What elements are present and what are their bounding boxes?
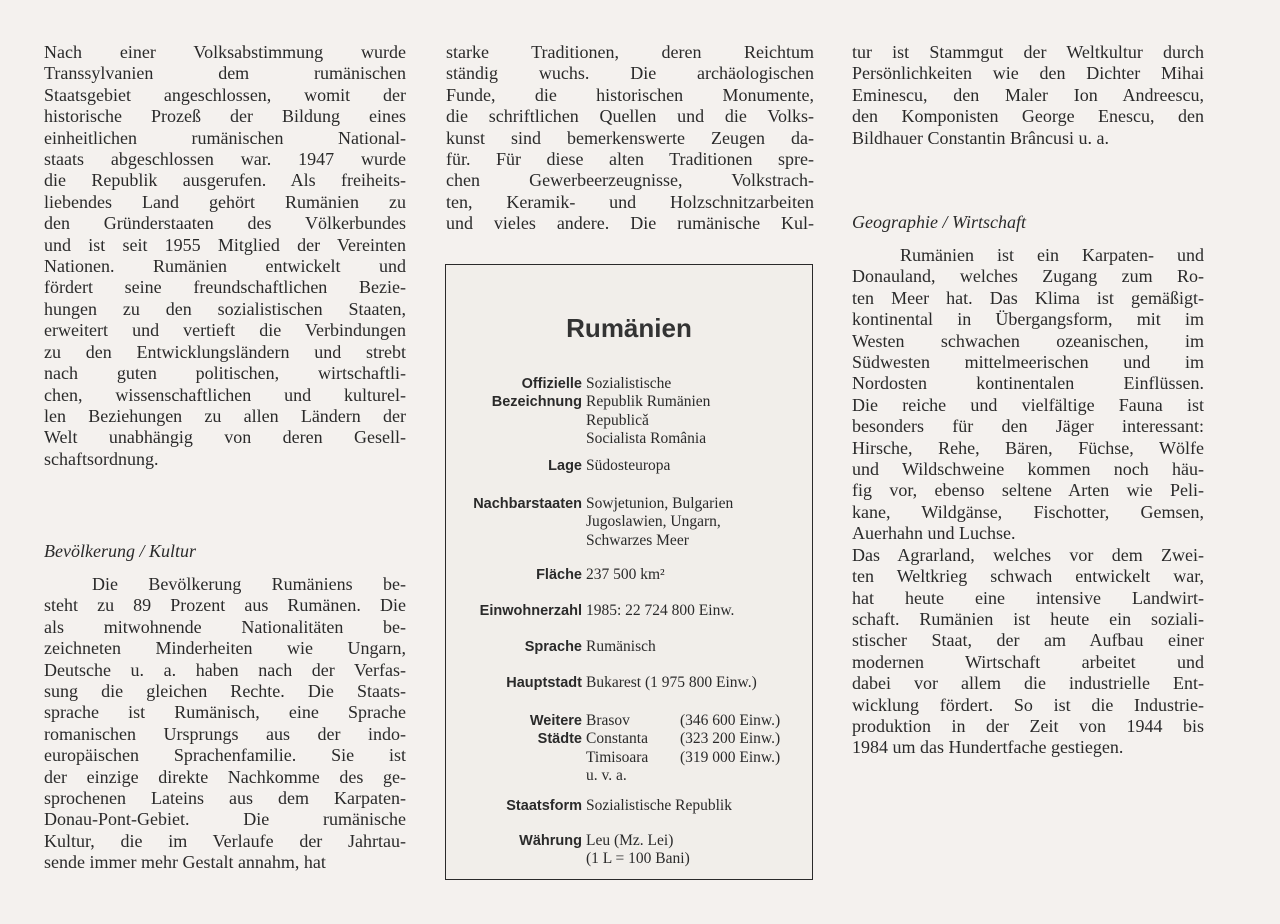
text-line: Welt unabhängig von deren Gesell-: [44, 427, 406, 448]
text-line: ten Weltkrieg schwach entwickelt war,: [852, 566, 1204, 587]
text-line: Donauland, welches Zugang zum Ro-: [852, 266, 1204, 287]
text-line: ten Meer hat. Das Klima ist gemäßigt-: [852, 287, 1204, 308]
fact-value: 237 500 km²: [586, 566, 665, 583]
text-line: 1984 um das Hundertfache gestiegen.: [852, 737, 1124, 758]
city-line: Constanta (323 200 Einw.): [586, 730, 781, 748]
text-line: die schriftlichen Quellen und die Volks-: [446, 106, 814, 127]
text-line: Eminescu, den Maler Ion Andreescu,: [852, 84, 1204, 105]
text-line: Persönlichkeiten wie den Dichter Mihai: [852, 63, 1204, 84]
fact-value: Rumänisch: [586, 638, 656, 655]
text-line: tur ist Stammgut der Weltkultur durch: [852, 42, 1204, 62]
text-line: wicklung fördert. So ist die Industrie-: [852, 694, 1204, 715]
fact-label: Staatsform: [506, 798, 582, 814]
paragraph-economy: [852, 545, 1204, 759]
fact-box-romania: [445, 264, 813, 880]
text-line: fördert seine freundschaftlichen Bezie-: [44, 277, 406, 298]
text-line: europäischen Sprachenfamilie. Sie ist: [44, 745, 406, 766]
fact-label: Lage: [548, 458, 582, 474]
city-line: Timisoara (319 000 Einw.): [586, 748, 781, 766]
text-line: sung die gleichen Rechte. Die Staats-: [44, 681, 406, 702]
text-line: kunst sind bemerkenswerte Zeugen da-: [446, 127, 814, 148]
text-line: der einzige direkte Nachkomme des ge-: [44, 766, 406, 787]
text-line: Kultur, die im Verlaufe der Jahrtau-: [44, 830, 406, 851]
fact-value: Sozialistische Republik Rumänien Republicǎ Socialista România: [586, 375, 711, 448]
column-3-lower: [852, 245, 1204, 759]
fact-value: Bukarest (1 975 800 Einw.): [586, 674, 757, 691]
text-line: dabei vor allem die industrielle Ent-: [852, 673, 1204, 694]
fact-box-title: Rumänien: [566, 313, 692, 343]
column-2: [446, 42, 814, 235]
text-line: produktion in der Zeit von 1944 bis: [852, 715, 1204, 736]
text-line: liebendes Land gehört Rumänien zu: [44, 191, 406, 212]
text-line: Nationen. Rumänien entwickelt und: [44, 256, 406, 277]
text-line: sprache ist Rumänisch, eine Sprache: [44, 702, 406, 723]
text-line: und vieles andere. Die rumänische Kul-: [446, 213, 814, 234]
text-line: modernen Wirtschaft arbeitet und: [852, 651, 1204, 672]
text-line: romanischen Ursprungs aus der indo-: [44, 723, 406, 744]
fact-label: Einwohnerzahl: [479, 603, 582, 619]
text-line: einheitlichen rumänischen National-: [44, 127, 406, 148]
text-line: und Wildschweine kommen noch häu-: [852, 459, 1204, 480]
section-heading-geography: Geographie / Wirtschaft: [852, 212, 1026, 232]
fact-label: Weitere Städte: [529, 713, 582, 748]
column-1-lower: [44, 574, 406, 874]
text-line: Nach einer Volksabstimmung wurde: [44, 42, 406, 62]
text-line: Hirsche, Rehe, Bären, Füchse, Wölfe: [852, 437, 1204, 458]
text-line: erweitert und vertieft die Verbindungen: [44, 320, 406, 341]
text-line: hat heute eine intensive Landwirt-: [852, 587, 1204, 608]
paragraph-geography: [852, 245, 1204, 545]
fact-value: Sowjetunion, Bulgarien Jugoslawien, Ungarn, Schwarzes Meer: [586, 495, 734, 549]
text-line: len Beziehungen zu allen Ländern der: [44, 405, 406, 426]
fact-label: Währung: [519, 833, 582, 849]
text-line: chen, wissenschaftlichen und kulturel-: [44, 384, 406, 405]
fact-value: Südosteuropa: [586, 457, 671, 474]
text-line: Die Bevölkerung Rumäniens be-: [92, 574, 406, 594]
fact-label: Sprache: [524, 639, 582, 655]
text-line: besonders für den Jäger interessant:: [852, 416, 1204, 437]
text-line: zeichneten Minderheiten wie Ungarn,: [44, 638, 406, 659]
paragraph-traditions: [446, 42, 814, 235]
text-line: zu den Entwicklungsländern und strebt: [44, 341, 406, 362]
text-line: für. Für diese alten Traditionen spre-: [446, 149, 814, 170]
text-line: und ist seit 1955 Mitglied der Vereinten: [44, 234, 406, 255]
fact-value: Leu (Mz. Lei) (1 L = 100 Bani): [586, 832, 690, 868]
text-line: chen Gewerbeerzeugnisse, Volkstrach-: [446, 170, 814, 191]
fact-label: Fläche: [536, 567, 582, 583]
column-1: [44, 42, 406, 470]
text-line: ten, Keramik- und Holzschnitzarbeiten: [446, 191, 814, 212]
fact-label: Nachbarstaaten: [473, 496, 582, 512]
text-line: sende immer mehr Gestalt annahm, hat: [44, 852, 326, 873]
text-line: Staatsgebiet angeschlossen, womit der: [44, 84, 406, 105]
text-line: Nordosten kontinentalen Einflüssen.: [852, 373, 1204, 394]
fact-value: 1985: 22 724 800 Einw.: [586, 602, 735, 619]
paragraph-population: [44, 574, 406, 874]
text-line: Das Agrarland, welches vor dem Zwei-: [852, 544, 1204, 565]
text-line: fig vor, ebenso seltene Arten wie Peli-: [852, 480, 1204, 501]
text-line: kontinental in Übergangsform, mit im: [852, 309, 1204, 330]
text-line: Die reiche und vielfältige Fauna ist: [852, 394, 1204, 415]
paragraph-culture: [852, 42, 1204, 149]
text-line: Deutsche u. a. haben nach der Verfas-: [44, 659, 406, 680]
fact-label: Hauptstadt: [506, 675, 582, 691]
text-line: schaft. Rumänien ist heute ein soziali-: [852, 608, 1204, 629]
text-line: schaftsordnung.: [44, 448, 159, 469]
city-line: Brasov (346 600 Einw.): [586, 712, 781, 729]
text-line: kane, Wildgänse, Fischotter, Gemsen,: [852, 501, 1204, 522]
fact-label: Offizielle Bezeichnung: [491, 376, 582, 411]
text-line: den Gründerstaaten des Völkerbundes: [44, 213, 406, 234]
text-line: Donau-Pont-Gebiet. Die rumänische: [44, 809, 406, 830]
text-line: die Republik ausgerufen. Als freiheits-: [44, 170, 406, 191]
text-line: historische Prozeß der Bildung eines: [44, 106, 406, 127]
text-line: starke Traditionen, deren Reichtum: [446, 42, 814, 62]
text-line: steht zu 89 Prozent aus Rumänen. Die: [44, 595, 406, 616]
text-line: Funde, die historischen Monumente,: [446, 84, 814, 105]
text-line: ständig wuchs. Die archäologischen: [446, 63, 814, 84]
text-line: Bildhauer Constantin Brâncusi u. a.: [852, 127, 1109, 148]
text-line: Westen schwachen ozeanischen, im: [852, 330, 1204, 351]
fact-value: Sozialistische Republik: [586, 797, 732, 814]
text-line: stischer Staat, der am Aufbau einer: [852, 630, 1204, 651]
text-line: den Komponisten George Enescu, den: [852, 106, 1204, 127]
paragraph-history: [44, 42, 406, 470]
text-line: Rumänien ist ein Karpaten- und: [900, 245, 1204, 265]
text-line: Transsylvanien dem rumänischen: [44, 63, 406, 84]
text-line: Auerhahn und Luchse.: [852, 523, 1016, 544]
text-line: als mitwohnende Nationalitäten be-: [44, 616, 406, 637]
fact-value: [586, 712, 806, 786]
text-line: Südwesten mittelmeerischen und im: [852, 352, 1204, 373]
text-line: nach guten politischen, wirtschaftli-: [44, 363, 406, 384]
section-heading-population: Bevölkerung / Kultur: [44, 541, 196, 561]
text-line: hungen zu den sozialistischen Staaten,: [44, 298, 406, 319]
text-line: staats abgeschlossen war. 1947 wurde: [44, 149, 406, 170]
text-line: sprochenen Lateins aus dem Karpaten-: [44, 788, 406, 809]
column-3: [852, 42, 1204, 149]
city-line: u. v. a.: [586, 767, 627, 785]
